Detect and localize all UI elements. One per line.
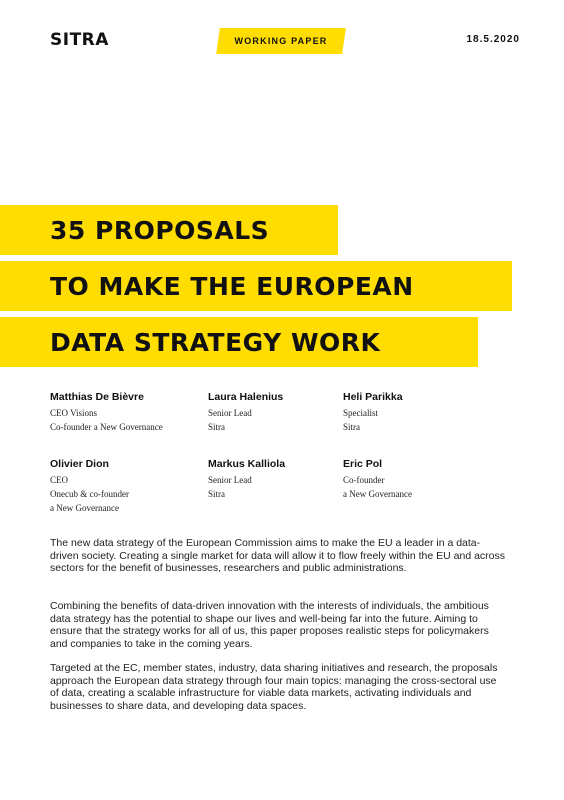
author-role: Senior Lead [208,408,252,418]
author-block [208,391,283,434]
title-line-2 [0,261,512,311]
author-name: Eric Pol [343,458,383,470]
author-org: Sitra [208,422,225,432]
body-paragraph: Combining the benefits of data-driven innovation with the interests of individuals, the ambitious data strategy has the potential to shape our lives and well-being far into the future. Aiming to ensure that the strategy works for all of us, this paper proposes realistic steps for policymakers and companies to take in the coming years. [50,600,489,650]
author-block [50,391,163,434]
author-name: Olivier Dion [50,458,109,470]
title-line-3-text: DATA STRATEGY WORK [50,327,381,357]
author-name: Matthias De Bièvre [50,391,144,403]
author-role: Specialist [343,408,378,418]
author-block [343,458,412,501]
author-org: Co-founder a New Governance [50,422,163,432]
author-org: Sitra [343,422,360,432]
author-name: Markus Kalliola [208,458,286,470]
publication-date: 18.5.2020 [466,34,520,45]
author-role: Co-founder [343,475,385,485]
author-block [208,458,285,501]
author-org: Sitra [208,489,225,499]
author-org: a New Governance [343,489,412,499]
sitra-logo: SITRA [50,30,109,50]
author-block [50,458,129,515]
author-role: Senior Lead [208,475,252,485]
author-role: CEO [50,475,68,485]
author-name: Laura Halenius [208,391,284,403]
author-name: Heli Parikka [343,391,403,403]
body-paragraph: The new data strategy of the European Commission aims to make the EU a leader in a data-driven society. Creating a single market for data will allow it to flow freely within the EU and across sectors for the benefit of businesses, researchers and public administrations. [50,537,506,575]
body-paragraph: Targeted at the EC, member states, industry, data sharing initiatives and research, the proposals approach the European data strategy through four main topics: managing the cross-sectoral use of data, creating a scalable infrastructure for viable data markets, activating individuals and businesses to share data, and developing data spaces. [50,662,498,712]
author-org: a New Governance [50,503,119,513]
title-line-1-text: 35 PROPOSALS [50,215,270,245]
title-line-1 [0,205,338,255]
title-line-3 [0,317,478,367]
author-role: CEO Visions [50,408,98,418]
working-paper-badge [216,28,346,54]
title-line-2-text: TO MAKE THE EUROPEAN [50,271,414,301]
author-block [343,391,403,434]
author-org: Onecub & co-founder [50,489,129,499]
working-paper-label: WORKING PAPER [234,36,328,46]
